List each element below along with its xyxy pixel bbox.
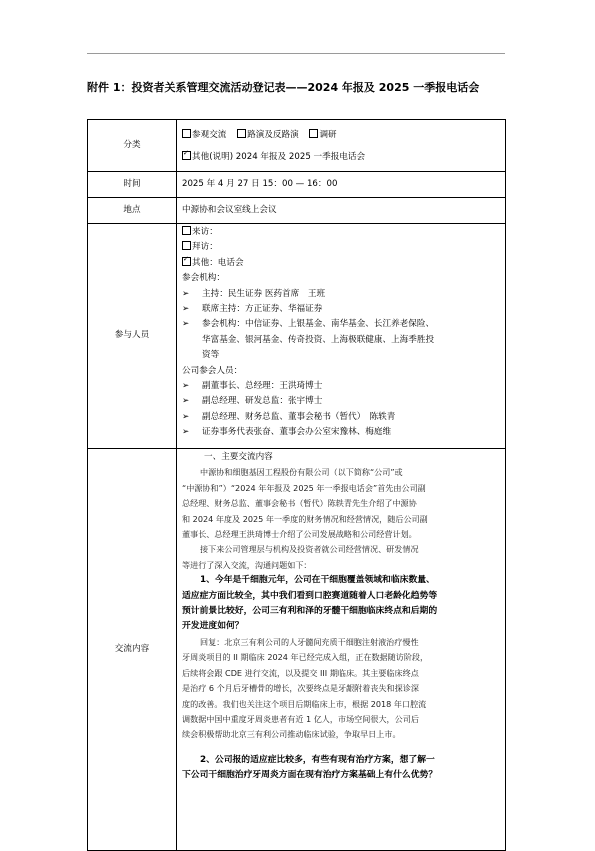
- institution-cohost: 联席主持：方正证券、华福证券: [202, 304, 323, 315]
- participants-detail: [177, 224, 506, 449]
- answer-line: 牙周炎项目的 II 期临床 2024 年已经完成入组，正在数据随访阶段，: [182, 652, 429, 663]
- paragraph-line: 中源协和细胞基因工程股份有限公司（以下简称“公司”或: [200, 467, 403, 478]
- question-line: 下公司干细胞治疗牙周炎方面在现有治疗方案基础上有什么优势？: [182, 770, 438, 781]
- row-participants: [88, 224, 506, 449]
- institution-attendees-line2: 华富基金、银河基金、传奇投资、上海极联健康、上海季胜投: [202, 334, 435, 345]
- location-value: 中源协和会议室线上会议: [177, 198, 506, 224]
- checkbox-outgoing-visit[interactable]: [182, 241, 191, 250]
- company-member: 副董事长、总经理：王洪琦博士: [202, 381, 323, 392]
- company-member: 副总经理、财务总监、董事会秘书（暂代） 陈轶青: [202, 411, 396, 422]
- category-options: [177, 120, 506, 172]
- institution-attendees-line3: 资等: [202, 350, 220, 361]
- paragraph-line: 等进行了深入交流，沟通问题如下：: [182, 559, 312, 570]
- question-line: 2、公司报的适应症比较多，有些有现有治疗方案，想了解一: [200, 754, 435, 765]
- label-location: 地点: [88, 198, 177, 224]
- question-2: [182, 753, 500, 784]
- answer-line: 度的改善。我们也关注这个项目后期临床上市，根据 2018 年口腔流: [182, 698, 427, 709]
- label-time: 时间: [88, 172, 177, 198]
- option-other: 其他(说明) 2024 年报及 2025 一季报电话会: [192, 151, 366, 162]
- arrow-bullet-icon: ➢: [182, 319, 190, 330]
- row-content: [88, 449, 506, 851]
- checkbox-visit-other[interactable]: [182, 257, 191, 266]
- company-member: 副总经理、研发总监：张宇博士: [202, 396, 323, 407]
- answer-1: [182, 635, 500, 743]
- company-heading: 公司参会人员：: [182, 365, 243, 376]
- row-location: [88, 198, 506, 224]
- company-member: 证券事务代表张奋、董事会办公室宋豫林、梅庭维: [202, 427, 392, 438]
- paragraph-line: 接下来公司管理层与机构及投资者就公司经营情况、研发情况: [200, 544, 419, 555]
- visit-type-other: 其他：电话会: [192, 257, 244, 268]
- transition-paragraph: [182, 542, 500, 573]
- label-content: 交流内容: [88, 449, 177, 851]
- checkbox-roadshow[interactable]: [237, 129, 246, 138]
- question-line: 预计前景比较好，公司三有利和泽的牙髓干细胞临床终点和后期的: [182, 606, 438, 617]
- label-category: 分类: [88, 120, 177, 172]
- paragraph-line: 总经理、财务总监、董事会秘书（暂代）陈轶青先生介绍了中源协: [182, 498, 417, 509]
- visit-type-outgoing: 拜访：: [192, 242, 218, 253]
- paragraph-line: 和 2024 年度及 2025 年一季度的财务情况和经营情况，随后公司副: [182, 513, 428, 524]
- arrow-bullet-icon: ➢: [182, 427, 190, 438]
- visit-type-incoming: 来访：: [192, 227, 218, 237]
- question-line: 1、今年是千细胞元年，公司在干细胞覆盖领域和临床数量、: [200, 575, 435, 586]
- arrow-bullet-icon: ➢: [182, 304, 190, 315]
- arrow-bullet-icon: ➢: [182, 381, 190, 392]
- document-title: 附件 1：投资者关系管理交流活动登记表——2024 年报及 2025 一季报电话会: [87, 81, 480, 94]
- row-time: [88, 172, 506, 198]
- option-research: 调研: [319, 130, 337, 141]
- answer-line: 回复：北京三有利公司的人牙髓间充质干细胞注射液治疗慢性: [200, 636, 419, 647]
- answer-line: 是治疗 6 个月后牙槽骨的增长，次要终点是牙龈附着丧失和探诊深: [182, 683, 419, 694]
- institutions-heading: 参会机构：: [182, 273, 225, 284]
- question-line: 适应症方面比较全，其中我们看到口腔赛道随着人口老龄化趋势等: [182, 590, 438, 601]
- arrow-bullet-icon: ➢: [182, 411, 190, 422]
- institution-attendees-line1: 参会机构：中信证券、上银基金、南华基金、长江养老保险、: [202, 319, 435, 330]
- intro-paragraph: [182, 465, 500, 542]
- paragraph-line: 董事长、总经理王洪琦博士介绍了公司发展战略和公司经营计划。: [182, 529, 417, 540]
- time-value: 2025 年 4 月 27 日 15：00 — 16：00: [177, 172, 506, 198]
- content-detail: [177, 449, 506, 851]
- institution-host: 主持：民生证券 医药首席 王班: [202, 288, 326, 299]
- checkbox-visit[interactable]: [182, 129, 191, 138]
- option-roadshow: 路演及反路演: [247, 130, 299, 141]
- answer-line: 续会积极帮助北京三有利公司推动临床试验，争取早日上市。: [182, 729, 401, 740]
- registration-table: [87, 119, 506, 851]
- checkbox-incoming-visit[interactable]: [182, 226, 191, 235]
- question-1: [182, 573, 500, 635]
- checkbox-research[interactable]: [309, 129, 318, 138]
- option-visit: 参观交流: [192, 130, 227, 141]
- label-participants: 参与人员: [88, 224, 177, 449]
- arrow-bullet-icon: ➢: [182, 396, 190, 407]
- section-title: 一、主要交流内容: [204, 452, 273, 462]
- answer-line: 调数据中国中重度牙周炎患者有近 1 亿人，市场空间很大，公司后: [182, 713, 419, 724]
- question-line: 开发进度如何？: [182, 621, 244, 632]
- header-rule: [87, 53, 505, 54]
- paragraph-line: “中源协和”）“2024 年年报及 2025 年一季报电话会”首先由公司副: [182, 482, 426, 493]
- arrow-bullet-icon: ➢: [182, 288, 190, 299]
- checkbox-other[interactable]: [182, 151, 191, 160]
- answer-line: 后续将会跟 CDE 进行交流，以及提交 III 期临床。其主要临床终点: [182, 667, 419, 678]
- row-category: [88, 120, 506, 172]
